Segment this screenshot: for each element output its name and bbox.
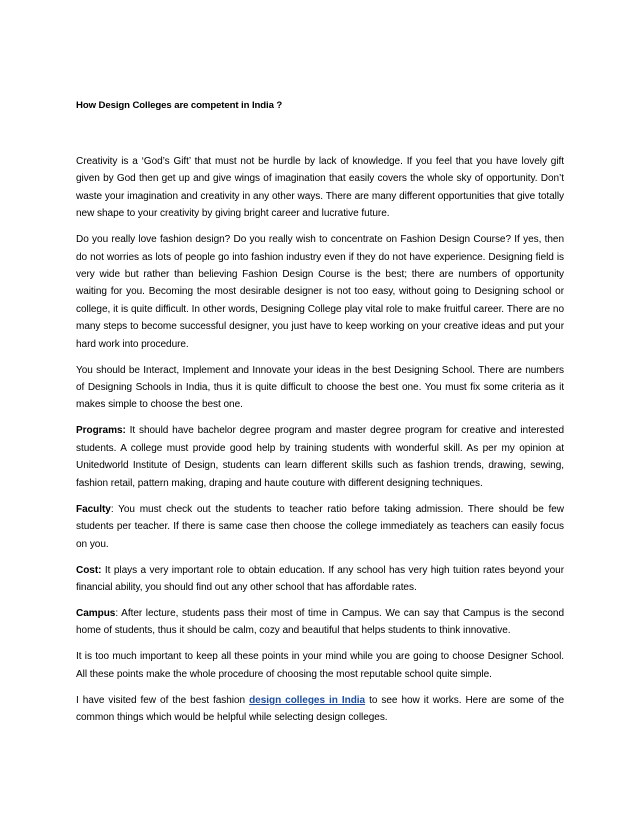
design-colleges-link[interactable]: design colleges in India xyxy=(249,694,366,706)
paragraph-text: : You must check out the students to teacher ratio before taking admission. There should be few students per teacher. If there is same case then choose the college immediately as teachers can easily focus on you. xyxy=(76,503,564,550)
paragraph-visited xyxy=(76,692,564,727)
faculty-label: Faculty xyxy=(76,503,111,515)
paragraph-cost xyxy=(76,562,564,597)
document-body xyxy=(76,153,564,735)
paragraph-text-after: to see how it works. Here are some of the common things which would be helpful while selecting design colleges. xyxy=(76,694,564,724)
paragraph-designing-school xyxy=(76,362,564,414)
paragraph-text: Do you really love fashion design? Do you really wish to concentrate on Fashion Design Course? If yes, then do not worries as lots of people go into fashion industry even if they do not have experience. Designing field is very wide but rather than believing Fashion Design Course is the best; there are numbers of opportunity waiting for you. Becoming the most desirable designer is not too easy, without going to Designing school or college, it is quite difficult. In other words, Designing College play vital role to make fruitful career. There are no many steps to become successful designer, you just have to keep working on your creative ideas and put your hard work into procedure. xyxy=(76,234,564,350)
paragraph-campus xyxy=(76,605,564,640)
campus-label: Campus xyxy=(76,607,116,619)
paragraph-text-before: I have visited few of the best fashion xyxy=(76,694,250,706)
document-title: How Design Colleges are competent in India ? xyxy=(76,100,283,111)
cost-label: Cost: xyxy=(76,564,102,576)
paragraph-text: It should have bachelor degree program and master degree program for creative and interested students. A college must provide good help by training students with wonderful skill. As per my opinion at Unitedworld Institute of Design, students can learn different skills such as fashion trends, drawing, sewing, fashion retail, pattern making, draping and haute couture with different designing techniques. xyxy=(76,425,564,489)
paragraph-fashion-design xyxy=(76,231,564,353)
paragraph-text: It plays a very important role to obtain education. If any school has very high tuition rates beyond your financial ability, you should find out any other school that has affordable rates. xyxy=(76,564,564,593)
paragraph-text: : After lecture, students pass their most of time in Campus. We can say that Campus is the second home of students, thus it should be calm, cozy and beautiful that helps students to think innovative. xyxy=(76,607,564,637)
paragraph-creativity xyxy=(76,153,564,223)
paragraph-text: Creativity is a ‘God’s Gift’ that must not be hurdle by lack of knowledge. If you feel that you have lovely gift given by God then get up and give wings of imagination that easily covers the whole sky of opportunity. Don’t waste your imagination and creativity in any other ways. There are many different opportunities that give totally new shape to your creativity by giving bright career and lucrative future. xyxy=(76,156,564,220)
paragraph-programs xyxy=(76,422,564,492)
programs-label: Programs: xyxy=(76,425,126,437)
paragraph-text: It is too much important to keep all these points in your mind while you are going to choose Designer School. All these points make the whole procedure of choosing the most reputable school quite simple. xyxy=(76,651,564,680)
paragraph-text: You should be Interact, Implement and Innovate your ideas in the best Designing School. There are numbers of Designing Schools in India, thus it is quite difficult to choose the best one. You must fix some criteria as it makes simple to choose the best one. xyxy=(76,364,564,411)
paragraph-keep-points xyxy=(76,648,564,683)
paragraph-faculty xyxy=(76,501,564,553)
